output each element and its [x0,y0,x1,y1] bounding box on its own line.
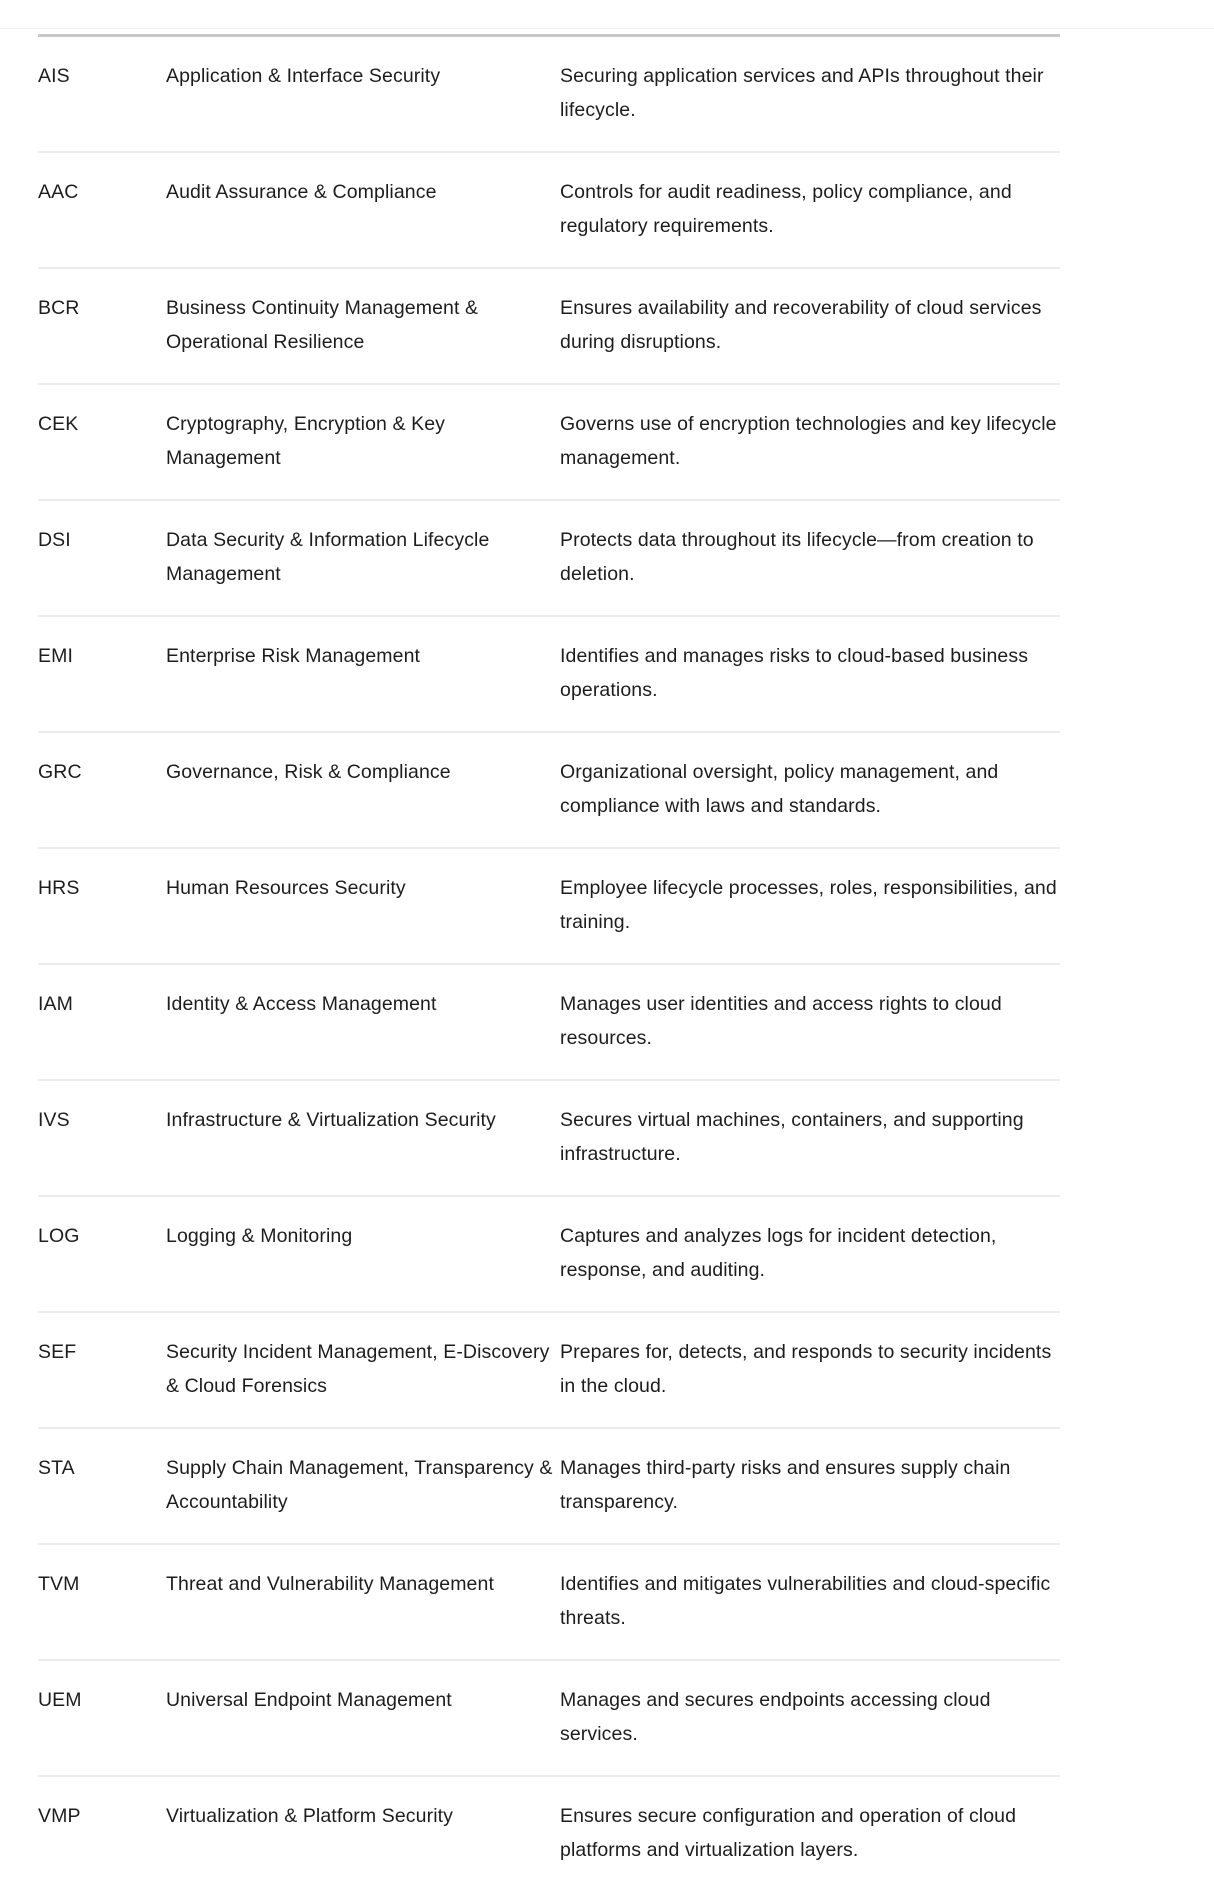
domain-description-cell: Governs use of encryption technologies and key lifecycle management. [560,384,1060,500]
domain-description-cell: Controls for audit readiness, policy compliance, and regulatory requirements. [560,152,1060,268]
table-row [38,1544,1060,1660]
table-row [38,500,1060,616]
table-row [38,732,1060,848]
table-row [38,268,1060,384]
domain-name-cell: Supply Chain Management, Transparency & Accountability [166,1428,560,1544]
domain-code-cell: EMI [38,616,166,732]
domain-description-cell: Securing application services and APIs throughout their lifecycle. [560,36,1060,153]
domain-code-cell: UEM [38,1660,166,1776]
table-row [38,848,1060,964]
domain-name-cell: Cryptography, Encryption & Key Management [166,384,560,500]
domain-code-cell: HRS [38,848,166,964]
domain-name-cell: Identity & Access Management [166,964,560,1080]
table-row [38,1080,1060,1196]
domain-name-cell: Enterprise Risk Management [166,616,560,732]
domain-name-cell: Security Incident Management, E-Discovery & Cloud Forensics [166,1312,560,1428]
domain-name-cell: Logging & Monitoring [166,1196,560,1312]
domain-code-cell: GRC [38,732,166,848]
table-row [38,384,1060,500]
table-row [38,152,1060,268]
domain-name-cell: Governance, Risk & Compliance [166,732,560,848]
domain-code-cell: IVS [38,1080,166,1196]
domain-code-cell: AAC [38,152,166,268]
domain-description-cell: Ensures availability and recoverability of cloud services during disruptions. [560,268,1060,384]
domain-description-cell: Organizational oversight, policy management, and compliance with laws and standards. [560,732,1060,848]
domains-table-container [38,34,1060,1891]
domain-description-cell: Protects data throughout its lifecycle—from creation to deletion. [560,500,1060,616]
table-row [38,1312,1060,1428]
domain-name-cell: Data Security & Information Lifecycle Management [166,500,560,616]
domain-description-cell: Prepares for, detects, and responds to security incidents in the cloud. [560,1312,1060,1428]
domain-description-cell: Ensures secure configuration and operation of cloud platforms and virtualization layers. [560,1776,1060,1891]
domain-code-cell: BCR [38,268,166,384]
domain-description-cell: Identifies and manages risks to cloud-based business operations. [560,616,1060,732]
domain-code-cell: TVM [38,1544,166,1660]
domain-name-cell: Audit Assurance & Compliance [166,152,560,268]
table-row [38,1196,1060,1312]
table-row [38,1428,1060,1544]
domain-name-cell: Threat and Vulnerability Management [166,1544,560,1660]
domain-description-cell: Secures virtual machines, containers, and supporting infrastructure. [560,1080,1060,1196]
domain-code-cell: STA [38,1428,166,1544]
domain-code-cell: IAM [38,964,166,1080]
table-row [38,964,1060,1080]
domain-name-cell: Application & Interface Security [166,36,560,153]
table-row [38,1776,1060,1891]
domain-description-cell: Employee lifecycle processes, roles, responsibilities, and training. [560,848,1060,964]
top-hairline-divider [0,28,1214,29]
domain-description-cell: Identifies and mitigates vulnerabilities and cloud-specific threats. [560,1544,1060,1660]
domain-description-cell: Manages and secures endpoints accessing cloud services. [560,1660,1060,1776]
domain-name-cell: Human Resources Security [166,848,560,964]
domain-code-cell: VMP [38,1776,166,1891]
domain-description-cell: Manages user identities and access rights to cloud resources. [560,964,1060,1080]
table-row [38,1660,1060,1776]
domain-description-cell: Captures and analyzes logs for incident detection, response, and auditing. [560,1196,1060,1312]
domain-name-cell: Business Continuity Management & Operational Resilience [166,268,560,384]
domain-name-cell: Infrastructure & Virtualization Security [166,1080,560,1196]
table-row [38,616,1060,732]
domain-code-cell: CEK [38,384,166,500]
table-body [38,36,1060,1891]
domain-code-cell: DSI [38,500,166,616]
domain-name-cell: Universal Endpoint Management [166,1660,560,1776]
domain-code-cell: SEF [38,1312,166,1428]
security-domains-table [38,34,1060,1891]
table-row [38,36,1060,153]
domain-name-cell: Virtualization & Platform Security [166,1776,560,1891]
domain-code-cell: AIS [38,36,166,153]
domain-description-cell: Manages third-party risks and ensures supply chain transparency. [560,1428,1060,1544]
domain-code-cell: LOG [38,1196,166,1312]
